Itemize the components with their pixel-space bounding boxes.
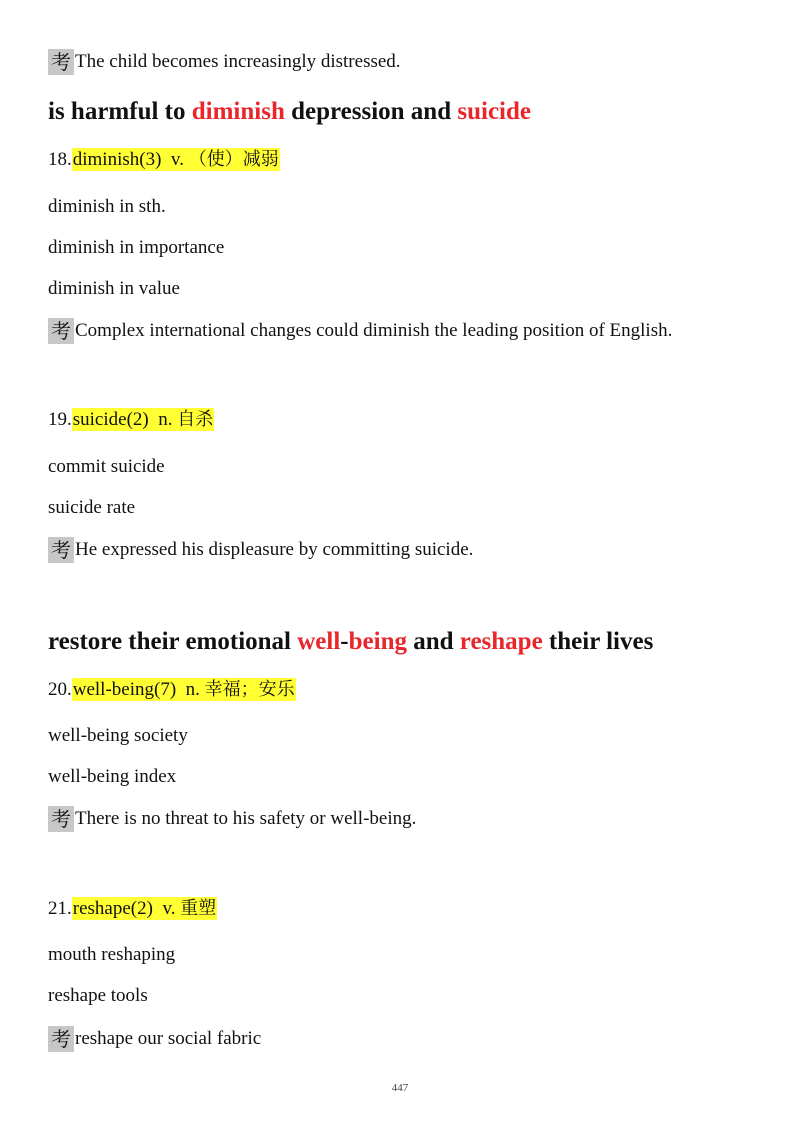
highlight-word: reshape	[459, 628, 543, 655]
phrase-heading-1	[48, 96, 531, 128]
exam-marker: 考	[48, 806, 74, 832]
heading-text: restore their emotional	[48, 628, 298, 655]
chinese-meaning: 幸福；安乐	[204, 679, 295, 700]
exam-marker: 考	[48, 49, 74, 75]
entry-number: 20.	[48, 679, 72, 700]
chinese-meaning: 重塑	[180, 898, 217, 919]
part-of-speech: n.	[185, 679, 200, 700]
example-text: There is no threat to his safety or well-being.	[75, 808, 417, 829]
part-of-speech: v.	[170, 149, 184, 170]
exam-marker: 考	[48, 318, 74, 344]
headword: reshape(2)	[72, 898, 153, 919]
entry-number: 18.	[48, 149, 72, 170]
vocab-entry-20	[48, 676, 296, 704]
highlight-word: diminish	[191, 98, 285, 125]
example-text: He expressed his displeasure by committing suicide.	[75, 539, 474, 560]
chinese-meaning: （使）减弱	[188, 149, 279, 170]
example-text: Complex international changes could diminish the leading position of English.	[75, 320, 673, 341]
vocab-entry-18	[48, 146, 280, 174]
highlight-word: well	[297, 628, 341, 655]
example-text: reshape our social fabric	[75, 1028, 262, 1049]
vocab-entry-21	[48, 895, 217, 923]
heading-text: and	[406, 628, 460, 655]
exam-marker: 考	[48, 1026, 74, 1052]
phrase-line: diminish in sth.	[48, 196, 166, 217]
phrase-heading-2	[48, 626, 653, 658]
headword: suicide(2)	[72, 409, 149, 430]
exam-example-21	[48, 1026, 261, 1052]
exam-example-18	[48, 318, 672, 344]
exam-example-top	[48, 49, 401, 75]
phrase-line: reshape tools	[48, 985, 148, 1006]
heading-text: depression and	[284, 98, 458, 125]
entry-number: 19.	[48, 409, 72, 430]
entry-headword	[72, 148, 280, 171]
part-of-speech: n.	[158, 409, 173, 430]
highlight-word: being	[348, 628, 407, 655]
vocab-entry-19	[48, 406, 214, 434]
entry-headword	[72, 678, 296, 701]
phrase-line: diminish in value	[48, 278, 180, 299]
heading-text: their lives	[542, 628, 654, 655]
entry-headword	[72, 408, 214, 431]
entry-headword	[72, 897, 217, 920]
phrase-line: diminish in importance	[48, 237, 225, 258]
exam-example-19	[48, 537, 473, 563]
phrase-line: commit suicide	[48, 456, 165, 477]
page-number: 447	[391, 1082, 409, 1094]
heading-text: is harmful to	[48, 98, 192, 125]
entry-number: 21.	[48, 898, 72, 919]
exam-marker: 考	[48, 537, 74, 563]
heading-text: -	[340, 628, 349, 655]
exam-example-20	[48, 806, 416, 832]
highlight-word: suicide	[457, 98, 531, 125]
phrase-line: well-being index	[48, 766, 177, 787]
chinese-meaning: 自杀	[177, 409, 214, 430]
headword: well-being(7)	[72, 679, 177, 700]
phrase-line: mouth reshaping	[48, 944, 176, 965]
headword: diminish(3)	[72, 149, 162, 170]
phrase-line: well-being society	[48, 725, 188, 746]
example-text: The child becomes increasingly distressed.	[75, 51, 401, 72]
phrase-line: suicide rate	[48, 497, 136, 518]
part-of-speech: v.	[162, 898, 176, 919]
